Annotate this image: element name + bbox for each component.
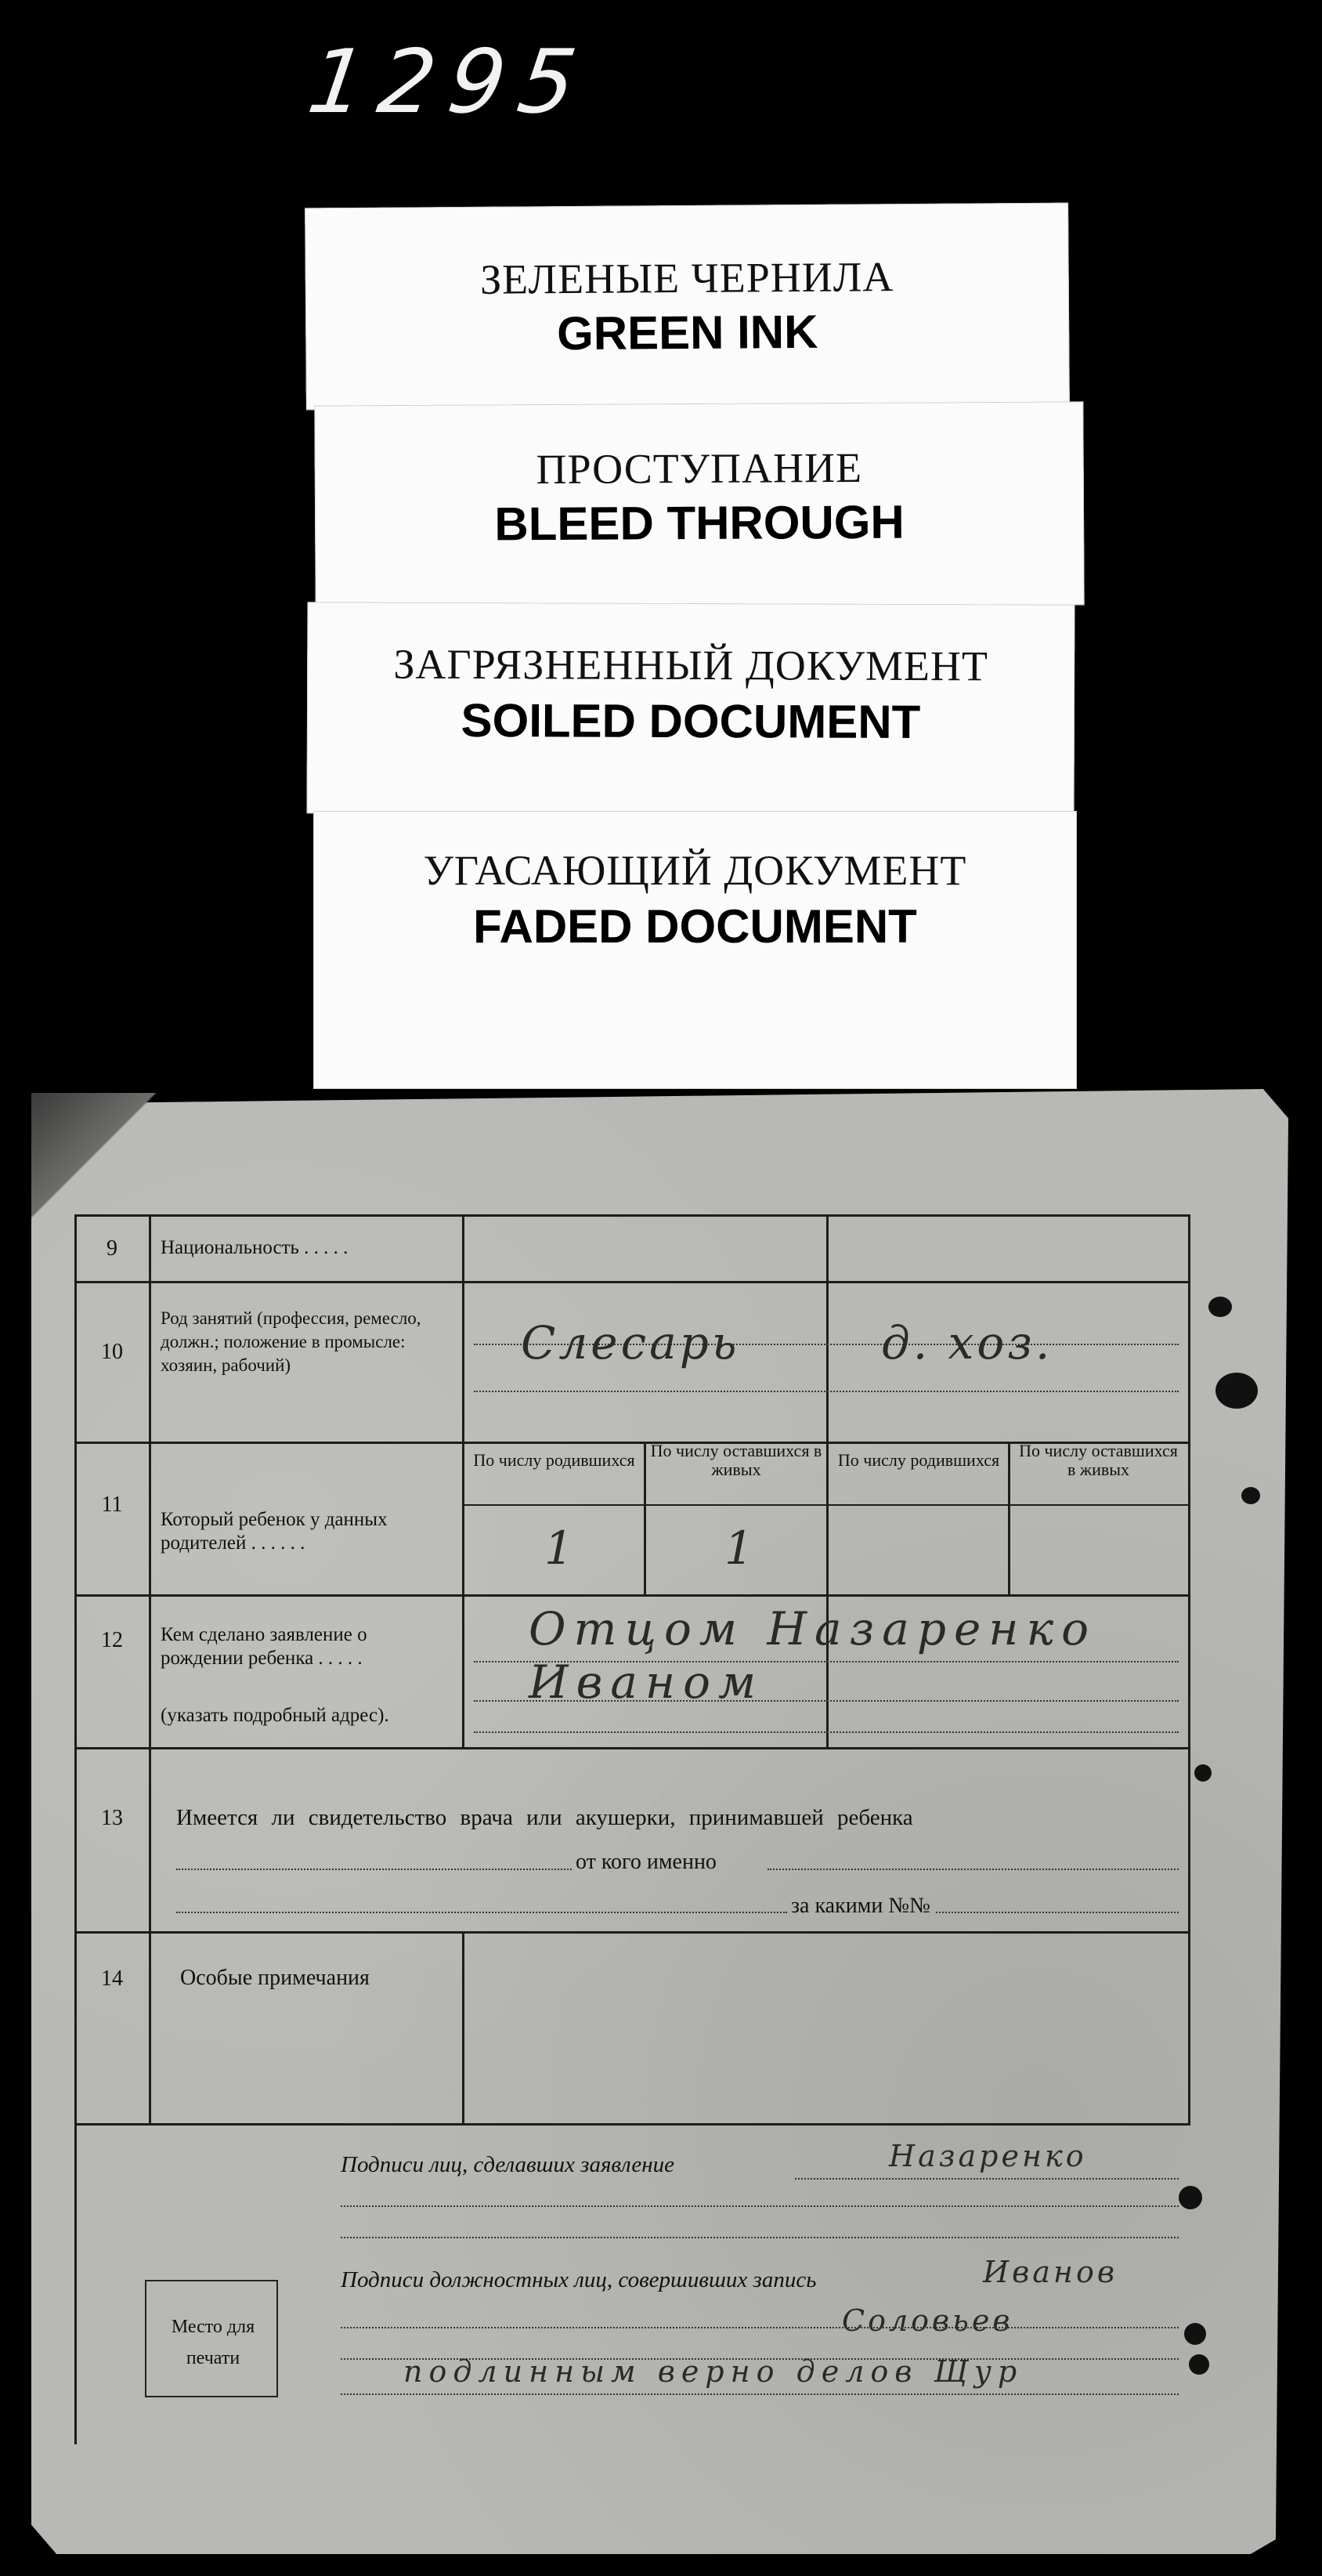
ink-blot (1208, 1297, 1232, 1317)
handwriting-count-alive: 1 (724, 1521, 757, 1575)
row-12-label: Кем сделано заявление о рождении ребенка . . . . . (161, 1624, 367, 1669)
ink-blot (1241, 1487, 1260, 1504)
row-12-number: 12 (101, 1628, 123, 1652)
handwriting-official-1: Иванов (983, 2255, 1118, 2289)
col-header-alive-1: По числу оставшихся в живых (650, 1441, 822, 1479)
handwriting-occupation-mother: д. хоз. (881, 1316, 1053, 1369)
handwriting-occupation-father: Слесарь (521, 1316, 740, 1369)
torn-corner (31, 1093, 172, 1226)
row-13-label: Имеется ли свидетельство врача или акушерки, принимавшей ребенка (176, 1805, 913, 1830)
applicants-signature-label: Подписи лиц, сделавших заявление (341, 2152, 675, 2177)
ink-blot (1194, 1764, 1212, 1782)
label-card-bleed-through (314, 401, 1084, 609)
col-header-alive-2: По числу оставшихся в живых (1019, 1441, 1178, 1479)
officials-signature-label: Подписи должностных лиц, совершивших запись (341, 2267, 817, 2292)
row-13-number: 13 (101, 1806, 123, 1830)
stamp-area (145, 2280, 278, 2397)
col-header-born-1: По числу родившихся (473, 1450, 635, 1470)
label-en: FADED DOCUMENT (473, 900, 917, 953)
label-card-soiled-document (307, 602, 1075, 816)
row-9-number: 9 (107, 1236, 117, 1261)
ink-blot (1189, 2354, 1209, 2375)
handwriting-footer-note: подлинным верно делов Щур (403, 2354, 1024, 2389)
row-9-label: Национальность . . . . . (161, 1237, 349, 1258)
label-ru: ЗАГРЯЗНЕННЫЙ ДОКУМЕНТ (393, 640, 989, 690)
label-ru: ЗЕЛЕНЫЕ ЧЕРНИЛА (479, 253, 894, 303)
row-14-number: 14 (101, 1966, 123, 1991)
row-10-label: Род занятий (профессия, ремесло, должн.; положение в промысле: хозяин, рабочий) (161, 1308, 421, 1375)
stamp-label: Место для печати (171, 2317, 255, 2368)
row-13-line3: за какими №№ (791, 1894, 930, 1918)
row-14-label: Особые примечания (180, 1966, 370, 1990)
row-11-label: Который ребенок у данных родителей . . . . . . (161, 1509, 388, 1554)
label-card-green-ink (305, 203, 1070, 411)
label-en: SOILED DOCUMENT (461, 693, 921, 749)
handwriting-official-2: Соловьев (842, 2303, 1013, 2338)
handwriting-count-born: 1 (544, 1521, 576, 1575)
row-11-number: 11 (101, 1492, 123, 1517)
handwriting-applicant: Отцом Назаренко Иваном (529, 1602, 1097, 1709)
ink-blot (1215, 1373, 1258, 1409)
handwriting-applicant-signature: Назаренко (889, 2139, 1087, 2173)
birth-record-form (74, 1214, 1190, 2444)
row-13-line2: от кого именно (576, 1850, 717, 1874)
frame-number: 1295 (302, 31, 597, 133)
row-10-number: 10 (101, 1340, 123, 1364)
label-en: BLEED THROUGH (494, 495, 905, 551)
row-12-sublabel: (указать подробный адрес). (161, 1705, 389, 1726)
label-ru: УГАСАЮЩИЙ ДОКУМЕНТ (423, 847, 967, 894)
label-card-faded-document (313, 811, 1077, 1089)
col-header-born-2: По числу родившихся (837, 1450, 1000, 1470)
label-en: GREEN INK (556, 305, 818, 360)
label-ru: ПРОСТУПАНИЕ (536, 443, 863, 494)
